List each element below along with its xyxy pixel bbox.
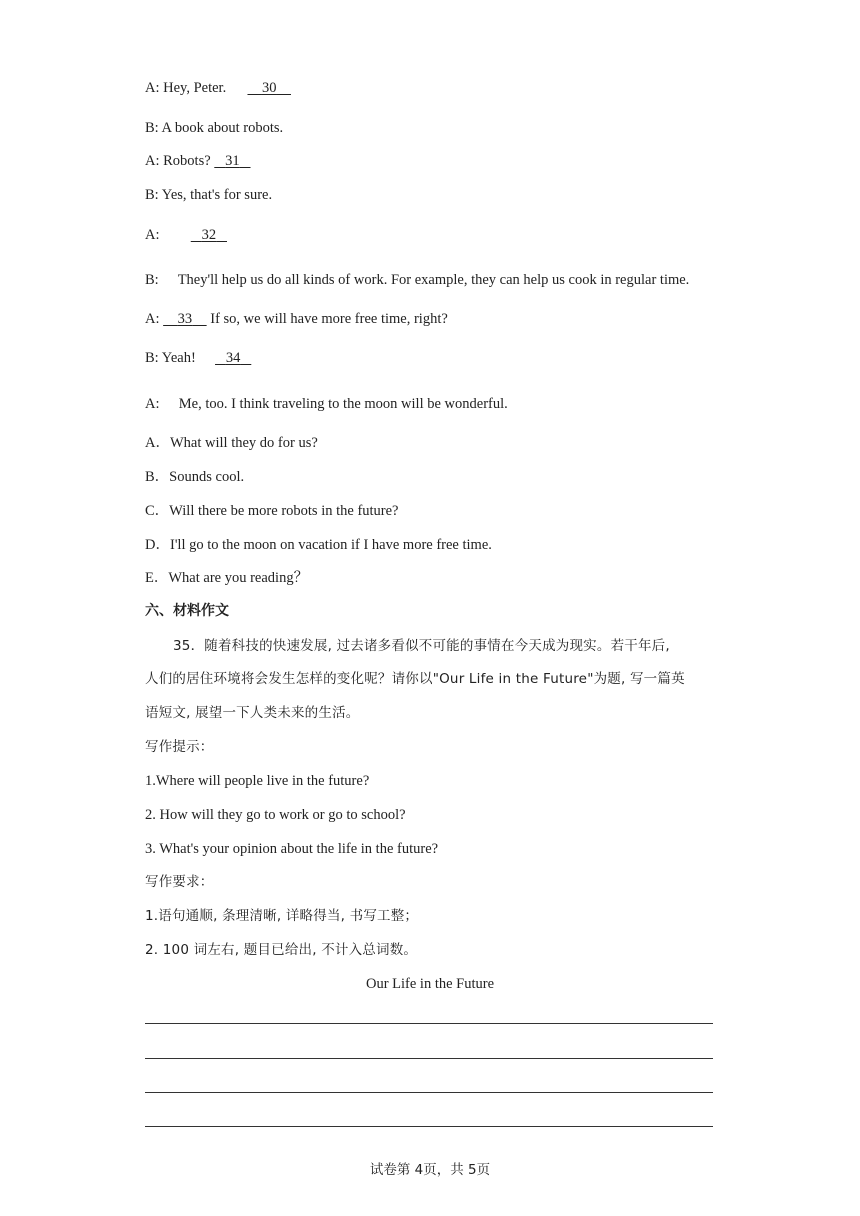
option-c [145, 501, 399, 521]
dialogue-line-2 [145, 118, 283, 138]
dialogue-line-3 [145, 151, 251, 171]
hints-label: 写作提示： [145, 739, 214, 755]
option-letter: A． [145, 435, 170, 451]
speaker: A: [145, 396, 160, 412]
option-b [145, 467, 244, 487]
answer-blank-30[interactable]: 30 [261, 80, 277, 96]
question-35-line-1 [173, 636, 670, 656]
dialogue-text: Me, too. I think traveling to the moon will be wonderful. [178, 396, 508, 412]
dialogue-text: If so, we will have more free time, right? [210, 311, 448, 327]
question-text: 随着科技的快速发展, 过去诸多看似不可能的事情在今天成为现实。若干年后, [204, 638, 670, 654]
question-number: 35． [173, 638, 205, 654]
question-35-line-3: 语短文, 展望一下人类未来的生活。 [145, 705, 360, 721]
answer-line[interactable] [145, 1023, 713, 1024]
dialogue-text: A book about robots. [161, 120, 284, 136]
speaker: A: [145, 80, 160, 96]
option-text: What will they do for us? [169, 435, 318, 451]
dialogue-line-9 [145, 394, 508, 414]
hint-item: 3. What's your opinion about the life in the future? [145, 841, 439, 857]
option-text: What are you reading？ [168, 570, 309, 586]
option-a [145, 433, 318, 453]
hint-item: 2. How will they go to work or go to school? [145, 807, 406, 823]
option-letter: B． [145, 469, 170, 485]
option-letter: D． [145, 537, 170, 553]
dialogue-text: Hey, Peter. [163, 80, 227, 96]
option-text: Sounds cool. [169, 469, 245, 485]
speaker: B: [145, 187, 159, 203]
answer-blank-33[interactable]: 33 [177, 311, 193, 327]
requirement-item: 1.语句通顺, 条理清晰, 详略得当, 书写工整； [145, 908, 419, 924]
question-35-line-2: 人们的居住环境将会发生怎样的变化呢？请你以"Our Life in the Future"为题, 写一篇英 [145, 671, 685, 687]
speaker: B: [145, 350, 159, 366]
speaker: B: [145, 120, 159, 136]
dialogue-text: Robots? [163, 153, 211, 169]
answer-line[interactable] [145, 1126, 713, 1127]
option-text: I'll go to the moon on vacation if I have more free time. [169, 537, 492, 553]
speaker: A: [145, 153, 160, 169]
dialogue-line-8 [145, 348, 251, 368]
dialogue-text: Yes, that's for sure. [161, 187, 273, 203]
answer-blank-34[interactable]: 34 [225, 350, 241, 366]
speaker: B: [145, 272, 159, 288]
speaker: A: [145, 227, 160, 243]
dialogue-line-6 [145, 270, 689, 290]
option-text: Will there be more robots in the future? [169, 503, 399, 519]
essay-title: Our Life in the Future [365, 976, 495, 992]
option-e [145, 568, 308, 588]
page-footer: 试卷第 4页，共 5页 [369, 1162, 491, 1178]
dialogue-line-1 [145, 78, 291, 98]
dialogue-line-4 [145, 185, 272, 205]
requirement-item: 2. 100 词左右, 题目已给出, 不计入总词数。 [145, 942, 418, 958]
section-heading: 六、材料作文 [145, 603, 229, 619]
option-letter: E． [145, 570, 169, 586]
dialogue-line-5 [145, 225, 227, 245]
answer-blank-32[interactable]: 32 [201, 227, 217, 243]
answer-line[interactable] [145, 1092, 713, 1093]
dialogue-line-7 [145, 309, 448, 329]
option-letter: C． [145, 503, 170, 519]
answer-line[interactable] [145, 1058, 713, 1059]
speaker: A: [145, 311, 160, 327]
requirements-label: 写作要求： [145, 874, 214, 890]
answer-blank-31[interactable]: 31 [225, 153, 240, 169]
option-d [145, 535, 492, 555]
dialogue-text: They'll help us do all kinds of work. For example, they can help us cook in regular time. [177, 272, 690, 288]
dialogue-text: Yeah! [161, 350, 196, 366]
hint-item: 1.Where will people live in the future? [145, 773, 370, 789]
